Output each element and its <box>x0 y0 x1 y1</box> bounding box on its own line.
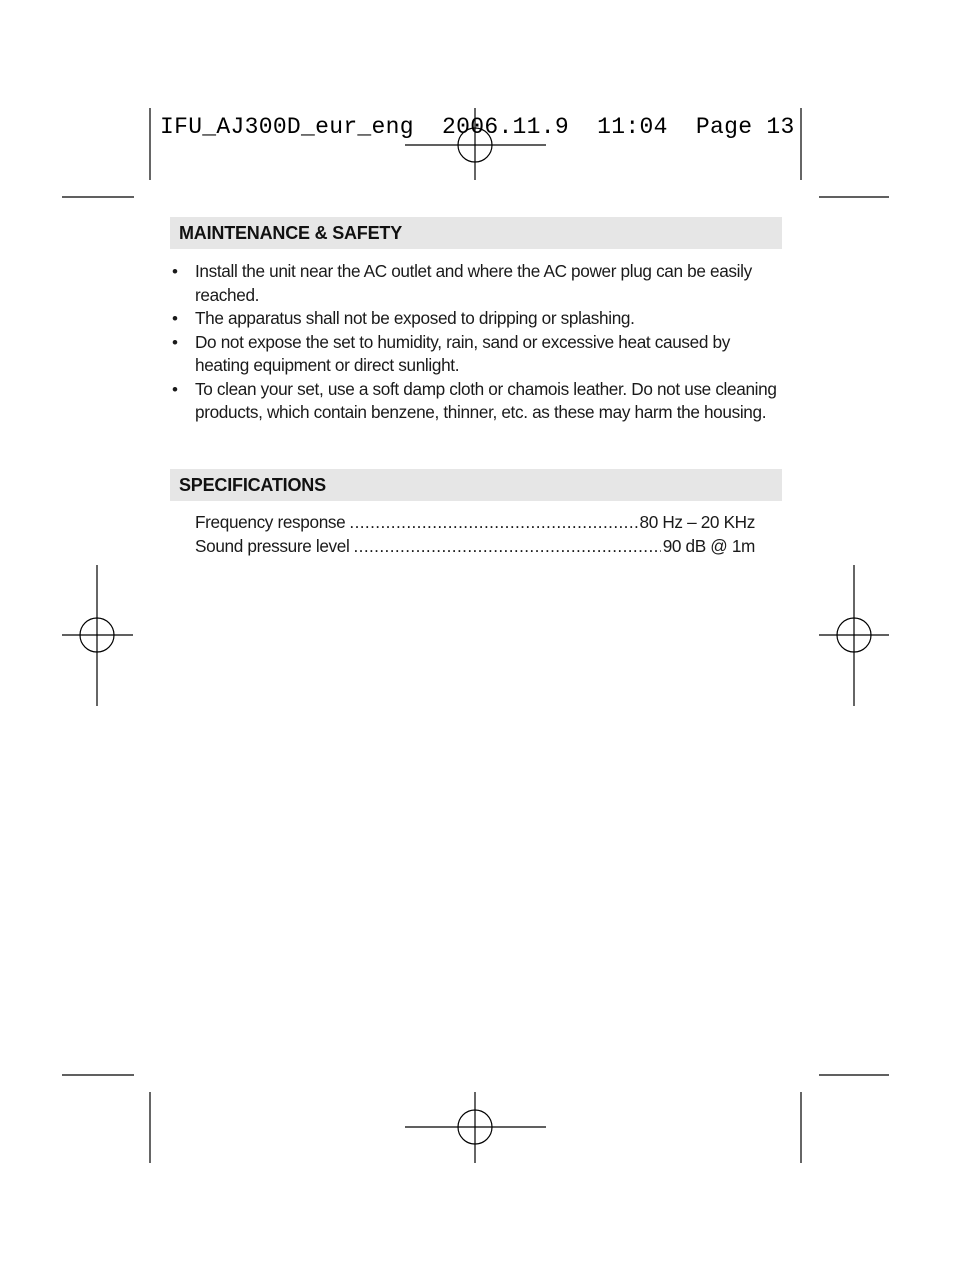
bullet-icon: • <box>172 262 178 281</box>
spec-label: Frequency response <box>195 512 346 532</box>
spec-value: 80 Hz – 20 KHz <box>639 512 755 532</box>
maintenance-safety-heading: MAINTENANCE & SAFETY <box>170 217 782 249</box>
list-item-text: To clean your set, use a soft damp cloth or chamois leather. Do not use cleaning products, which contain benzene, thinner, etc. as these may harm the housing. <box>195 378 777 422</box>
registration-mark-right <box>819 565 889 706</box>
dot-leader <box>349 512 637 533</box>
bullet-icon: • <box>172 332 178 352</box>
registration-mark-top <box>405 108 546 180</box>
specifications-heading: SPECIFICATIONS <box>170 469 782 501</box>
list-item-text: Do not expose the set to humidity, rain, sand or excessive heat caused by heating equipment or direct sunlight. <box>195 331 730 375</box>
list-item <box>170 307 788 331</box>
list-item-text: Install the unit near the AC outlet and where the AC power plug can be easily reached. <box>195 261 752 305</box>
list-item-text: The apparatus shall not be exposed to dripping or splashing. <box>195 308 635 328</box>
spec-label: Sound pressure level <box>195 536 350 556</box>
list-item <box>170 331 788 378</box>
spec-row-frequency-response <box>195 512 755 533</box>
bullet-icon: • <box>172 379 178 399</box>
maintenance-list <box>170 260 788 425</box>
dot-leader <box>353 536 660 557</box>
bullet-icon: • <box>172 309 178 328</box>
list-item <box>170 378 788 425</box>
list-item <box>170 260 788 307</box>
registration-mark-bottom <box>405 1092 546 1163</box>
print-slug: IFU_AJ300D_eur_eng 2006.11.9 11:04 Page 13 <box>160 114 795 140</box>
spec-value: 90 dB @ 1m <box>662 536 755 556</box>
registration-mark-left <box>62 565 133 706</box>
spec-row-sound-pressure-level <box>195 536 755 557</box>
